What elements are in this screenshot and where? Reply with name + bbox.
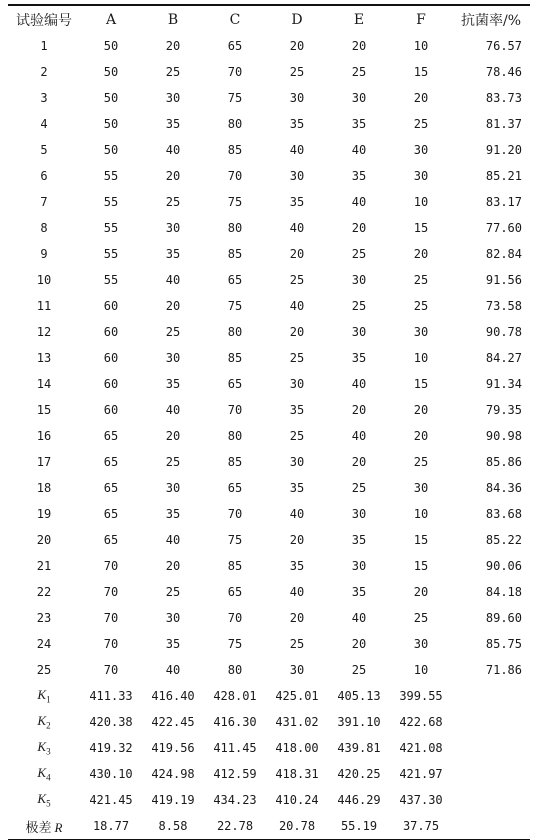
results-table: [8, 6, 530, 839]
rate-cell: 84.36: [485, 481, 522, 495]
rate-cell: 91.34: [485, 377, 522, 391]
factor-level-cell: 35: [165, 247, 181, 261]
factor-level-cell: 60: [103, 351, 119, 365]
rate-cell: 90.78: [485, 325, 522, 339]
k-stat-label: $K_3$: [37, 739, 51, 757]
factor-level-cell: 25: [289, 637, 305, 651]
rate-cell: 71.86: [485, 663, 522, 677]
trial-number-cell: 11: [36, 299, 52, 313]
factor-level-cell: 25: [165, 455, 181, 469]
factor-level-cell: 40: [165, 273, 181, 287]
table-row: [8, 657, 530, 683]
factor-level-cell: 20: [289, 39, 305, 53]
k-stat-value: 411.33: [89, 689, 133, 703]
factor-level-cell: 65: [103, 533, 119, 547]
header-row: [8, 6, 530, 33]
col-header-d: D: [291, 11, 303, 28]
table-row: [8, 293, 530, 319]
k-stat-value: 434.23: [213, 793, 257, 807]
factor-level-cell: 30: [289, 169, 305, 183]
factor-level-cell: 40: [289, 221, 305, 235]
trial-number-cell: 6: [40, 169, 48, 183]
k-stat-value: 421.97: [399, 767, 443, 781]
trial-number-cell: 1: [40, 39, 48, 53]
factor-level-cell: 25: [413, 299, 429, 313]
rate-cell: 83.73: [485, 91, 522, 105]
factor-level-cell: 70: [227, 611, 243, 625]
factor-level-cell: 60: [103, 325, 119, 339]
k-stat-label: $K_4$: [37, 765, 51, 783]
table-row: [8, 475, 530, 501]
k-stat-value: 418.00: [275, 741, 319, 755]
rate-cell: 90.98: [485, 429, 522, 443]
factor-level-cell: 20: [165, 559, 181, 573]
trial-number-cell: 19: [36, 507, 52, 521]
table-row: [8, 137, 530, 163]
rate-cell: 85.75: [485, 637, 522, 651]
factor-level-cell: 80: [227, 663, 243, 677]
factor-level-cell: 25: [351, 299, 367, 313]
k-stat-value: 420.25: [337, 767, 381, 781]
factor-level-cell: 75: [227, 637, 243, 651]
factor-level-cell: 40: [351, 143, 367, 157]
factor-level-cell: 65: [103, 429, 119, 443]
factor-level-cell: 15: [413, 65, 429, 79]
factor-level-cell: 35: [165, 637, 181, 651]
factor-level-cell: 65: [227, 377, 243, 391]
factor-level-cell: 40: [165, 533, 181, 547]
trial-number-cell: 5: [40, 143, 48, 157]
factor-level-cell: 30: [289, 455, 305, 469]
k-stat-value: 410.24: [275, 793, 319, 807]
factor-level-cell: 10: [413, 351, 429, 365]
factor-level-cell: 20: [351, 637, 367, 651]
factor-level-cell: 30: [351, 325, 367, 339]
factor-level-cell: 35: [289, 481, 305, 495]
factor-level-cell: 60: [103, 377, 119, 391]
trial-number-cell: 20: [36, 533, 52, 547]
factor-level-cell: 20: [351, 455, 367, 469]
factor-level-cell: 40: [351, 611, 367, 625]
factor-level-cell: 25: [413, 611, 429, 625]
factor-level-cell: 55: [103, 221, 119, 235]
factor-level-cell: 30: [413, 481, 429, 495]
factor-level-cell: 35: [351, 585, 367, 599]
factor-level-cell: 85: [227, 143, 243, 157]
k-stat-value: 430.10: [89, 767, 133, 781]
range-label: 极差 R: [25, 819, 63, 836]
trial-number-cell: 8: [40, 221, 48, 235]
factor-level-cell: 85: [227, 455, 243, 469]
factor-level-cell: 55: [103, 273, 119, 287]
k-stat-row: [8, 761, 530, 787]
factor-level-cell: 40: [351, 377, 367, 391]
factor-level-cell: 35: [351, 533, 367, 547]
factor-level-cell: 50: [103, 117, 119, 131]
rate-cell: 77.60: [485, 221, 522, 235]
factor-level-cell: 35: [165, 377, 181, 391]
table-row: [8, 215, 530, 241]
factor-level-cell: 30: [351, 559, 367, 573]
trial-number-cell: 7: [40, 195, 48, 209]
table-row: [8, 605, 530, 631]
factor-level-cell: 70: [227, 169, 243, 183]
k-stat-value: 419.32: [89, 741, 133, 755]
k-stat-value: 419.56: [151, 741, 195, 755]
k-stat-value: 420.38: [89, 715, 133, 729]
factor-level-cell: 25: [351, 65, 367, 79]
factor-level-cell: 80: [227, 221, 243, 235]
factor-level-cell: 65: [103, 455, 119, 469]
factor-level-cell: 25: [413, 455, 429, 469]
factor-level-cell: 20: [165, 169, 181, 183]
factor-level-cell: 40: [165, 403, 181, 417]
factor-level-cell: 70: [103, 559, 119, 573]
factor-level-cell: 75: [227, 91, 243, 105]
col-header-a: A: [105, 11, 117, 28]
k-stat-value: 437.30: [399, 793, 443, 807]
factor-level-cell: 85: [227, 247, 243, 261]
factor-level-cell: 65: [103, 507, 119, 521]
factor-level-cell: 30: [165, 611, 181, 625]
factor-level-cell: 25: [165, 585, 181, 599]
k-stat-value: 424.98: [151, 767, 195, 781]
factor-level-cell: 30: [165, 221, 181, 235]
table-row: [8, 397, 530, 423]
factor-level-cell: 60: [103, 299, 119, 313]
col-header-trial-no: 试验编号: [16, 12, 72, 29]
factor-level-cell: 15: [413, 533, 429, 547]
factor-level-cell: 25: [413, 117, 429, 131]
factor-level-cell: 70: [227, 507, 243, 521]
trial-number-cell: 21: [36, 559, 52, 573]
factor-level-cell: 50: [103, 91, 119, 105]
k-stat-label: $K_2$: [37, 713, 51, 731]
k-stat-value: 431.02: [275, 715, 319, 729]
factor-level-cell: 35: [289, 117, 305, 131]
table-row: [8, 241, 530, 267]
factor-level-cell: 10: [413, 507, 429, 521]
trial-number-cell: 14: [36, 377, 52, 391]
factor-level-cell: 70: [227, 65, 243, 79]
factor-level-cell: 10: [413, 663, 429, 677]
factor-level-cell: 40: [165, 663, 181, 677]
factor-level-cell: 35: [351, 169, 367, 183]
range-value: 55.19: [340, 819, 378, 833]
factor-level-cell: 15: [413, 559, 429, 573]
col-header-rate: 抗菌率/%: [460, 12, 522, 29]
factor-level-cell: 30: [351, 91, 367, 105]
factor-level-cell: 20: [351, 221, 367, 235]
trial-number-cell: 17: [36, 455, 52, 469]
factor-level-cell: 65: [227, 481, 243, 495]
factor-level-cell: 30: [289, 91, 305, 105]
rate-cell: 84.27: [485, 351, 522, 365]
rate-cell: 85.86: [485, 455, 522, 469]
rate-cell: 73.58: [485, 299, 522, 313]
factor-level-cell: 80: [227, 117, 243, 131]
trial-number-cell: 24: [36, 637, 52, 651]
k-stat-value: 446.29: [337, 793, 381, 807]
table-row: [8, 111, 530, 137]
factor-level-cell: 50: [103, 65, 119, 79]
factor-level-cell: 80: [227, 325, 243, 339]
factor-level-cell: 35: [165, 507, 181, 521]
factor-level-cell: 60: [103, 403, 119, 417]
trial-number-cell: 9: [40, 247, 48, 261]
factor-level-cell: 70: [103, 585, 119, 599]
trial-number-cell: 25: [36, 663, 52, 677]
trial-number-cell: 18: [36, 481, 52, 495]
factor-level-cell: 20: [165, 429, 181, 443]
rate-cell: 91.56: [485, 273, 522, 287]
factor-level-cell: 30: [413, 143, 429, 157]
factor-level-cell: 30: [165, 481, 181, 495]
factor-level-cell: 50: [103, 39, 119, 53]
orthogonal-test-table: [8, 4, 530, 840]
factor-level-cell: 30: [413, 325, 429, 339]
factor-level-cell: 50: [103, 143, 119, 157]
factor-level-cell: 35: [289, 195, 305, 209]
rate-cell: 78.46: [485, 65, 522, 79]
k-stat-value: 425.01: [275, 689, 319, 703]
table-body: [8, 33, 530, 839]
factor-level-cell: 25: [289, 429, 305, 443]
k-stat-row: [8, 709, 530, 735]
trial-number-cell: 3: [40, 91, 48, 105]
factor-level-cell: 75: [227, 195, 243, 209]
k-stat-value: 405.13: [337, 689, 381, 703]
rate-cell: 84.18: [485, 585, 522, 599]
factor-level-cell: 20: [413, 247, 429, 261]
range-value: 8.58: [158, 819, 188, 833]
trial-number-cell: 13: [36, 351, 52, 365]
factor-level-cell: 70: [103, 611, 119, 625]
factor-level-cell: 20: [289, 533, 305, 547]
factor-level-cell: 25: [289, 273, 305, 287]
factor-level-cell: 80: [227, 429, 243, 443]
factor-level-cell: 30: [289, 663, 305, 677]
table-row: [8, 59, 530, 85]
factor-level-cell: 25: [289, 351, 305, 365]
factor-level-cell: 70: [103, 637, 119, 651]
factor-level-cell: 30: [351, 507, 367, 521]
factor-level-cell: 35: [289, 559, 305, 573]
table-row: [8, 423, 530, 449]
range-value: 22.78: [216, 819, 254, 833]
range-row: [8, 813, 530, 839]
k-stat-value: 418.31: [275, 767, 319, 781]
factor-level-cell: 25: [351, 247, 367, 261]
factor-level-cell: 20: [351, 403, 367, 417]
rate-cell: 89.60: [485, 611, 522, 625]
factor-level-cell: 65: [227, 273, 243, 287]
range-value: 18.77: [92, 819, 130, 833]
col-header-b: B: [167, 11, 179, 28]
factor-level-cell: 25: [413, 273, 429, 287]
table-row: [8, 449, 530, 475]
range-value: 20.78: [278, 819, 316, 833]
factor-level-cell: 25: [289, 65, 305, 79]
k-stat-value: 421.45: [89, 793, 133, 807]
table-row: [8, 371, 530, 397]
factor-level-cell: 25: [351, 663, 367, 677]
rate-cell: 83.68: [485, 507, 522, 521]
factor-level-cell: 40: [289, 585, 305, 599]
table-row: [8, 33, 530, 59]
table-row: [8, 553, 530, 579]
range-value: 37.75: [402, 819, 440, 833]
table-row: [8, 631, 530, 657]
k-stat-value: 411.45: [213, 741, 257, 755]
factor-level-cell: 55: [103, 195, 119, 209]
rate-cell: 90.06: [485, 559, 522, 573]
table-row: [8, 163, 530, 189]
trial-number-cell: 2: [40, 65, 48, 79]
factor-level-cell: 40: [351, 195, 367, 209]
factor-level-cell: 70: [227, 403, 243, 417]
factor-level-cell: 65: [227, 585, 243, 599]
factor-level-cell: 20: [165, 39, 181, 53]
factor-level-cell: 25: [165, 65, 181, 79]
table-row: [8, 501, 530, 527]
table-row: [8, 319, 530, 345]
k-stat-label: $K_1$: [37, 687, 51, 705]
factor-level-cell: 75: [227, 299, 243, 313]
k-stat-value: 419.19: [151, 793, 195, 807]
factor-level-cell: 10: [413, 39, 429, 53]
k-stat-value: 428.01: [213, 689, 257, 703]
k-stat-value: 399.55: [399, 689, 443, 703]
trial-number-cell: 10: [36, 273, 52, 287]
table-row: [8, 189, 530, 215]
factor-level-cell: 30: [413, 169, 429, 183]
trial-number-cell: 23: [36, 611, 52, 625]
k-stat-row: [8, 683, 530, 709]
factor-level-cell: 40: [289, 299, 305, 313]
trial-number-cell: 16: [36, 429, 52, 443]
factor-level-cell: 40: [289, 507, 305, 521]
rate-cell: 83.17: [485, 195, 522, 209]
trial-number-cell: 15: [36, 403, 52, 417]
factor-level-cell: 75: [227, 533, 243, 547]
factor-level-cell: 20: [289, 611, 305, 625]
factor-level-cell: 40: [165, 143, 181, 157]
rate-cell: 91.20: [485, 143, 522, 157]
rate-cell: 82.84: [485, 247, 522, 261]
col-header-c: C: [229, 11, 241, 28]
factor-level-cell: 40: [289, 143, 305, 157]
k-stat-label: $K_5$: [37, 791, 51, 809]
factor-level-cell: 20: [413, 403, 429, 417]
factor-level-cell: 85: [227, 351, 243, 365]
factor-level-cell: 35: [165, 117, 181, 131]
table-row: [8, 85, 530, 111]
rate-cell: 81.37: [485, 117, 522, 131]
factor-level-cell: 25: [351, 481, 367, 495]
k-stat-value: 421.08: [399, 741, 443, 755]
factor-level-cell: 25: [165, 195, 181, 209]
factor-level-cell: 20: [351, 39, 367, 53]
factor-level-cell: 30: [165, 351, 181, 365]
factor-level-cell: 85: [227, 559, 243, 573]
factor-level-cell: 15: [413, 377, 429, 391]
factor-level-cell: 20: [289, 247, 305, 261]
rate-cell: 85.21: [485, 169, 522, 183]
factor-level-cell: 20: [413, 91, 429, 105]
factor-level-cell: 30: [289, 377, 305, 391]
factor-level-cell: 55: [103, 169, 119, 183]
k-stat-row: [8, 735, 530, 761]
k-stat-value: 439.81: [337, 741, 381, 755]
factor-level-cell: 20: [413, 585, 429, 599]
k-stat-value: 391.10: [337, 715, 381, 729]
table-row: [8, 579, 530, 605]
k-stat-value: 416.40: [151, 689, 195, 703]
rate-cell: 85.22: [485, 533, 522, 547]
table-row: [8, 527, 530, 553]
trial-number-cell: 22: [36, 585, 52, 599]
factor-level-cell: 15: [413, 221, 429, 235]
table-row: [8, 267, 530, 293]
k-stat-value: 412.59: [213, 767, 257, 781]
k-stat-row: [8, 787, 530, 813]
factor-level-cell: 35: [351, 117, 367, 131]
factor-level-cell: 20: [289, 325, 305, 339]
factor-level-cell: 30: [413, 637, 429, 651]
factor-level-cell: 30: [351, 273, 367, 287]
factor-level-cell: 30: [165, 91, 181, 105]
factor-level-cell: 65: [227, 39, 243, 53]
k-stat-value: 422.45: [151, 715, 195, 729]
factor-level-cell: 20: [165, 299, 181, 313]
factor-level-cell: 35: [351, 351, 367, 365]
k-stat-value: 416.30: [213, 715, 257, 729]
trial-number-cell: 12: [36, 325, 52, 339]
factor-level-cell: 70: [103, 663, 119, 677]
trial-number-cell: 4: [40, 117, 48, 131]
factor-level-cell: 55: [103, 247, 119, 261]
table-row: [8, 345, 530, 371]
factor-level-cell: 20: [413, 429, 429, 443]
factor-level-cell: 40: [351, 429, 367, 443]
k-stat-value: 422.68: [399, 715, 443, 729]
rate-cell: 79.35: [485, 403, 522, 417]
col-header-e: E: [353, 11, 365, 28]
rate-cell: 76.57: [485, 39, 522, 53]
factor-level-cell: 65: [103, 481, 119, 495]
factor-level-cell: 35: [289, 403, 305, 417]
col-header-f: F: [416, 11, 426, 28]
factor-level-cell: 10: [413, 195, 429, 209]
factor-level-cell: 25: [165, 325, 181, 339]
